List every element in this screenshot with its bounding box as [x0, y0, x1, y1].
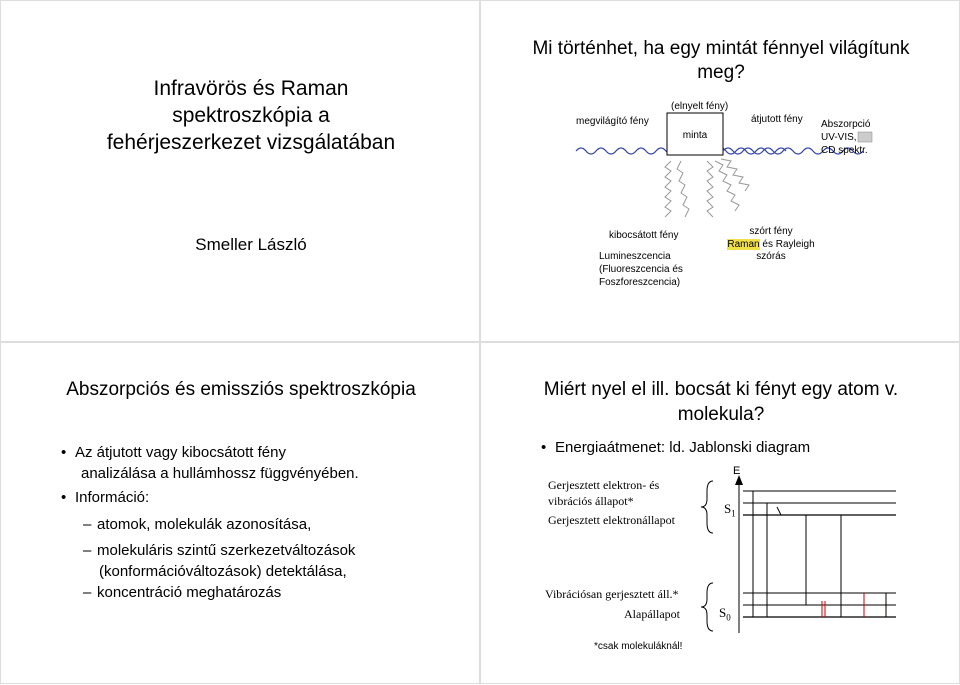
luminescence-label: Lumineszcencia (Fluoreszcencia és Foszforeszcencia): [599, 251, 683, 288]
footnote: *csak molekuláknál!: [594, 641, 683, 652]
sample-label: minta: [682, 130, 708, 141]
absorbed-light-label: (elnyelt fény): [671, 101, 729, 112]
emitted-wave-2: [677, 161, 689, 217]
bullet-1: • Az átjutott vagy kibocsátott fény: [61, 444, 286, 461]
s1-label: $S_1$: [724, 501, 736, 519]
energy-label: E: [733, 465, 741, 477]
transmitted-light-label: átjutott fény: [751, 114, 803, 125]
raman-rayleigh-label: Raman és Rayleigh: [727, 239, 815, 250]
sub-bullet-3: – koncentráció meghatározás: [83, 584, 282, 601]
bullet-2: • Információ:: [61, 489, 150, 506]
scattering-label: szórás: [756, 251, 786, 262]
jablonski-slide: [480, 342, 960, 684]
title-slide: [0, 0, 480, 342]
excited-electronic-label: Gerjesztett elektronállapot: [548, 513, 675, 527]
scattered-light-label: szórt fény: [749, 226, 793, 237]
sub-bullet-2: – molekuláris szintű szerkezetváltozások: [83, 542, 356, 559]
vib-excited-label: Vibrációsan gerjesztett áll.*: [545, 587, 679, 601]
absorption-label: Abszorpció UV-VIS, CD spektr.: [821, 119, 871, 156]
scattered-wave-1: [707, 161, 713, 217]
s1-brace: [701, 481, 713, 533]
s0-label: $S_0$: [719, 605, 731, 623]
excited-vib-label: Gerjesztett elektron- és vibrációs állapot*: [548, 478, 660, 508]
relaxation-arrow: [777, 507, 781, 515]
emitted-wave-1: [665, 161, 671, 217]
light-interaction-slide: [480, 0, 960, 342]
s0-brace: [701, 583, 713, 631]
scattered-wave-3: [721, 159, 749, 191]
bullet: • Energiaátmenet: ld. Jablonski diagram: [541, 439, 811, 456]
bullet-list: • Az átjutott vagy kibocsátott fény analizálása a hullámhossz függvényében. • Információ: – atomok, molekulák azonosítása, – molekuláris szintű szerkezetváltozások (konformációváltozások) detektálása, – koncentráció meghatározás: [61, 442, 461, 603]
spectroscopy-slide: [0, 342, 480, 684]
presentation-title: Infravörös és Raman spektroszkópia a fehérjeszerkezet vizsgálatában: [106, 77, 396, 154]
light-diagram: [481, 1, 960, 343]
emitted-light-label: kibocsátott fény: [609, 230, 679, 241]
illuminating-light-label: megvilágító fény: [576, 116, 649, 127]
ground-state-label: Alapállapot: [624, 607, 680, 621]
slide-title: Mi történhet, ha egy mintát fénnyel világítunk meg?: [532, 38, 910, 83]
raman-highlight: Raman: [727, 239, 760, 250]
slide-title: Abszorpciós és emissziós spektroszkópia: [66, 379, 416, 400]
slide-title: Miért nyel el ill. bocsát ki fényt egy atom v. molekula?: [543, 379, 899, 425]
sub-bullet-1: – atomok, molekulák azonosítása,: [83, 516, 312, 533]
author-name: Smeller László: [195, 235, 307, 254]
